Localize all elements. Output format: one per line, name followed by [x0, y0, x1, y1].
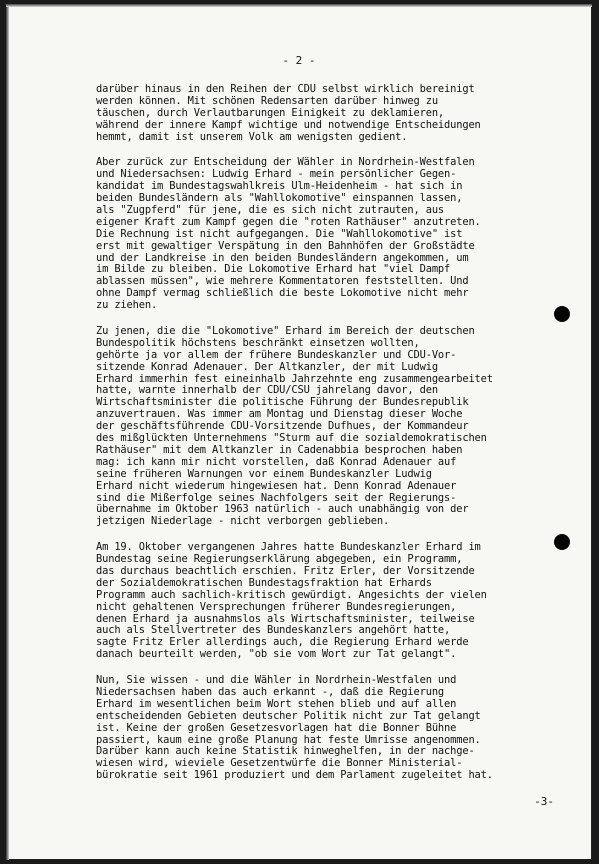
text-line: erst mit gewaltiger Verspätung in den Bahnhöfen der Großstädte — [96, 240, 475, 252]
text-line: Darüber kann auch keine Statistik hinweghelfen, in der nachge- — [96, 746, 475, 758]
text-line: und Niedersachsen: Ludwig Erhard - mein persönlicher Gegen- — [96, 169, 457, 181]
text-line: übernahme im Oktober 1963 natürlich - auch unabhängig von der — [96, 504, 469, 516]
text-line: Aber zurück zur Entscheidung der Wähler in Nordrhein-Westfalen — [96, 157, 475, 169]
text-line: Rathäuser" mit dem Altkanzler in Cadenabbia besprochen haben — [96, 444, 463, 456]
text-line: darüber hinaus in den Reihen der CDU selbst wirklich bereinigt — [96, 84, 475, 95]
text-line: bürokratie seit 1961 produziert und dem Parlament zugeleitet hat. — [96, 770, 493, 782]
text-line: denen Erhard ja ausnahmslos als Wirtschaftsminister, teilweise — [96, 613, 475, 625]
text-line: im Bilde zu bleiben. Die Lokomotive Erhard hat "viel Dampf — [96, 264, 451, 276]
text-line: hatte, warnte innerhalb der CDU/CSU jahrelang davor, den — [96, 385, 438, 397]
text-line: Zu jenen, die die "Lokomotive" Erhard im Bereich der deutschen — [96, 326, 475, 338]
text-line: gehörte ja vor allem der frühere Bundeskanzler und CDU-Vor- — [96, 349, 457, 361]
text-line: sitzende Konrad Adenauer. Der Altkanzler, der mit Ludwig — [96, 361, 438, 373]
text-line: beiden Bundesländern als "Wahllokomotive" einspannen lassen, — [96, 193, 463, 205]
paragraph — [96, 157, 574, 312]
text-line: Programm auch sachlich-kritisch gewürdigt. Angesichts der vielen — [96, 589, 487, 601]
text-line: Erhard im wesentlichen beim Wort stehen blieb und auf allen — [96, 698, 457, 710]
text-line: Am 19. Oktober vergangenen Jahres hatte Bundeskanzler Erhard im — [96, 542, 481, 554]
text-line: Wirtschaftsminister die politische Führung der Bundesrepublik — [96, 397, 469, 409]
text-line: Bundestag seine Regierungserklärung abgegeben, ein Programm, — [96, 554, 463, 566]
text-line: eigener Kraft zum Kampf gegen die "roten Rathäuser" anzutreten. — [96, 216, 481, 228]
text-line: Erhard immerhin fest eineinhalb Jahrzehnte eng zusammengearbeitet — [96, 373, 493, 385]
text-line: ablassen müssen", wie mehrere Kommentatoren feststellten. Und — [96, 276, 469, 288]
text-line: wiesen wird, wieviele Gesetzentwürfe die Bonner Ministerial- — [96, 758, 463, 770]
text-line: nicht gehaltenen Versprechungen früherer Bundesregierungen, — [96, 601, 457, 613]
text-line: danach beurteilt werden, "ob sie vom Wort zur Tat gelangt". — [96, 649, 457, 661]
page-edge-left — [6, 4, 9, 860]
paragraph — [96, 542, 574, 661]
text-line: des mißglückten Unternehmens "Sturm auf die sozialdemokratischen — [96, 433, 487, 445]
paragraph — [96, 84, 574, 143]
punch-hole-upper — [554, 306, 570, 322]
text-line: jetzigen Niederlage - nicht verborgen geblieben. — [96, 516, 390, 528]
text-line: zu ziehen. — [96, 300, 158, 312]
text-line: ohne Dampf vermag schließlich die beste Lokomotive nicht mehr — [96, 288, 469, 300]
text-line: Erhard nicht wiederum hingewiesen hat. Denn Konrad Adenauer — [96, 480, 457, 492]
text-line: der geschäftsführende CDU-Vorsitzende Dufhues, der Kommandeur — [96, 421, 469, 433]
text-line: anzuvertrauen. Was immer am Montag und Dienstag dieser Woche — [96, 409, 463, 421]
text-line: Bundespolitik höchstens beschränkt einsetzen wollten, — [96, 337, 420, 349]
page-number: - 2 - — [282, 54, 316, 67]
text-line: Niedersachsen haben das auch erkannt -, daß die Regierung — [96, 686, 445, 698]
text-line: und der Landkreise in den beiden Bundesländern angekommen, um — [96, 252, 469, 264]
text-line: passiert, kaum eine große Planung hat feste Umrisse angenommen. — [96, 734, 481, 746]
text-line: ist. Keine der großen Gesetzesvorlagen hat die Bonner Bühne — [96, 722, 457, 734]
text-line: kandidat im Bundestagswahlkreis Ulm-Heidenheim - hat sich in — [96, 181, 463, 193]
text-line: Nun, Sie wissen - und die Wähler in Nordrhein-Westfalen und — [96, 675, 457, 687]
paragraph — [96, 675, 574, 782]
text-line: als "Zugpferd" für jene, die es sich nicht zutrauten, aus — [96, 205, 445, 217]
body-text — [96, 84, 574, 796]
text-line: sind die Mißerfolge seines Nachfolgers seit der Regierungs- — [96, 492, 457, 504]
text-line: während der innere Kampf wichtige und notwendige Entscheidungen — [96, 119, 481, 131]
punch-hole-lower — [554, 534, 570, 550]
document-page — [6, 4, 592, 860]
text-line: auch als Stellvertreter des Bundeskanzlers angehört hatte, — [96, 625, 451, 637]
text-line: Die Rechnung ist nicht aufgegangen. Die "Wahllokomotive" ist — [96, 228, 463, 240]
text-line: werden können. Mit schönen Redensarten darüber hinweg zu — [96, 95, 438, 107]
text-line: entscheidenden Gebieten deutscher Politik nicht zur Tat gelangt — [96, 710, 481, 722]
continuation-page-number: -3- — [534, 795, 554, 808]
text-line: täuschen, durch Verlautbarungen Einigkeit zu deklamieren, — [96, 107, 445, 119]
text-line: hemmt, damit ist unserem Volk am wenigsten gedient. — [96, 131, 408, 143]
page-edge-top — [6, 4, 592, 7]
text-line: mag: ich kann mir nicht vorstellen, daß Konrad Adenauer auf — [96, 456, 457, 468]
text-line: das durchaus beachtlich erschien. Fritz Erler, der Vorsitzende — [96, 565, 475, 577]
text-line: sagte Fritz Erler allerdings auch, die Regierung Erhard werde — [96, 637, 469, 649]
text-line: seine früheren Warnungen vor einem Bundeskanzler Ludwig — [96, 468, 432, 480]
paragraph — [96, 326, 574, 528]
text-line: der Sozialdemokratischen Bundestagsfraktion hat Erhards — [96, 577, 432, 589]
